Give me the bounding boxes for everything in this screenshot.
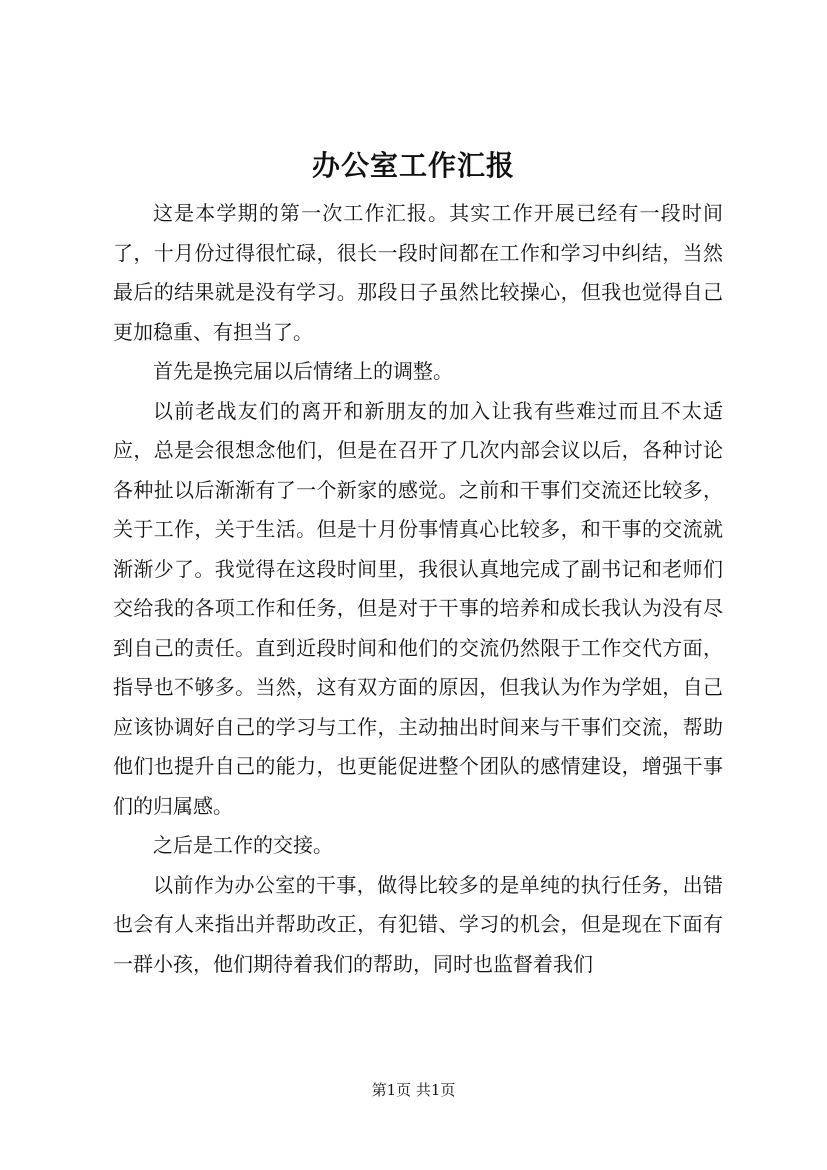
- paragraph-heading-emotion: 首先是换完届以后情绪上的调整。: [153, 359, 453, 383]
- paragraph-handover-detail: 以前作为办公室的干事，做得比较多的是单纯的执行任务，出错也会有人来指出并帮助改正，有犯错、学习的机会，但是现在下面有一群小孩，他们期待着我们的帮助，同时也监督着我们: [113, 872, 723, 976]
- paragraph-heading-handover: 之后是工作的交接。: [153, 833, 333, 857]
- document-title: 办公室工作汇报: [311, 149, 515, 182]
- paragraph-emotion-detail: 以前老战友们的离开和新朋友的加入让我有些难过而且不太适应，总是会很想念他们，但是在召开了几次内部会议以后，各种讨论各种扯以后渐渐有了一个新家的感觉。之前和干事们交流还比较多，关于工作，关于生活。但是十月份事情真心比较多，和干事的交流就渐渐少了。我觉得在这段时间里，我很认真地完成了副书记和老师们交给我的各项工作和任务，但是对于干事的培养和成长我认为没有尽到自己的责任。直到近段时间和他们的交流仍然限于工作交代方面，指导也不够多。当然，这有双方面的原因，但我认为作为学姐，自己应该协调好自己的学习与工作，主动抽出时间来与干事们交流，帮助他们也提升自己的能力，也更能促进整个团队的感情建设，增强干事们的归属感。: [113, 398, 723, 818]
- document-body: [113, 194, 723, 984]
- page-footer: 第1页 共1页: [371, 1081, 456, 1099]
- paragraph-intro: 这是本学期的第一次工作汇报。其实工作开展已经有一段时间了，十月份过得很忙碌，很长一段时间都在工作和学习中纠结，当然最后的结果就是没有学习。那段日子虽然比较操心，但我也觉得自己更加稳重、有担当了。: [113, 201, 723, 344]
